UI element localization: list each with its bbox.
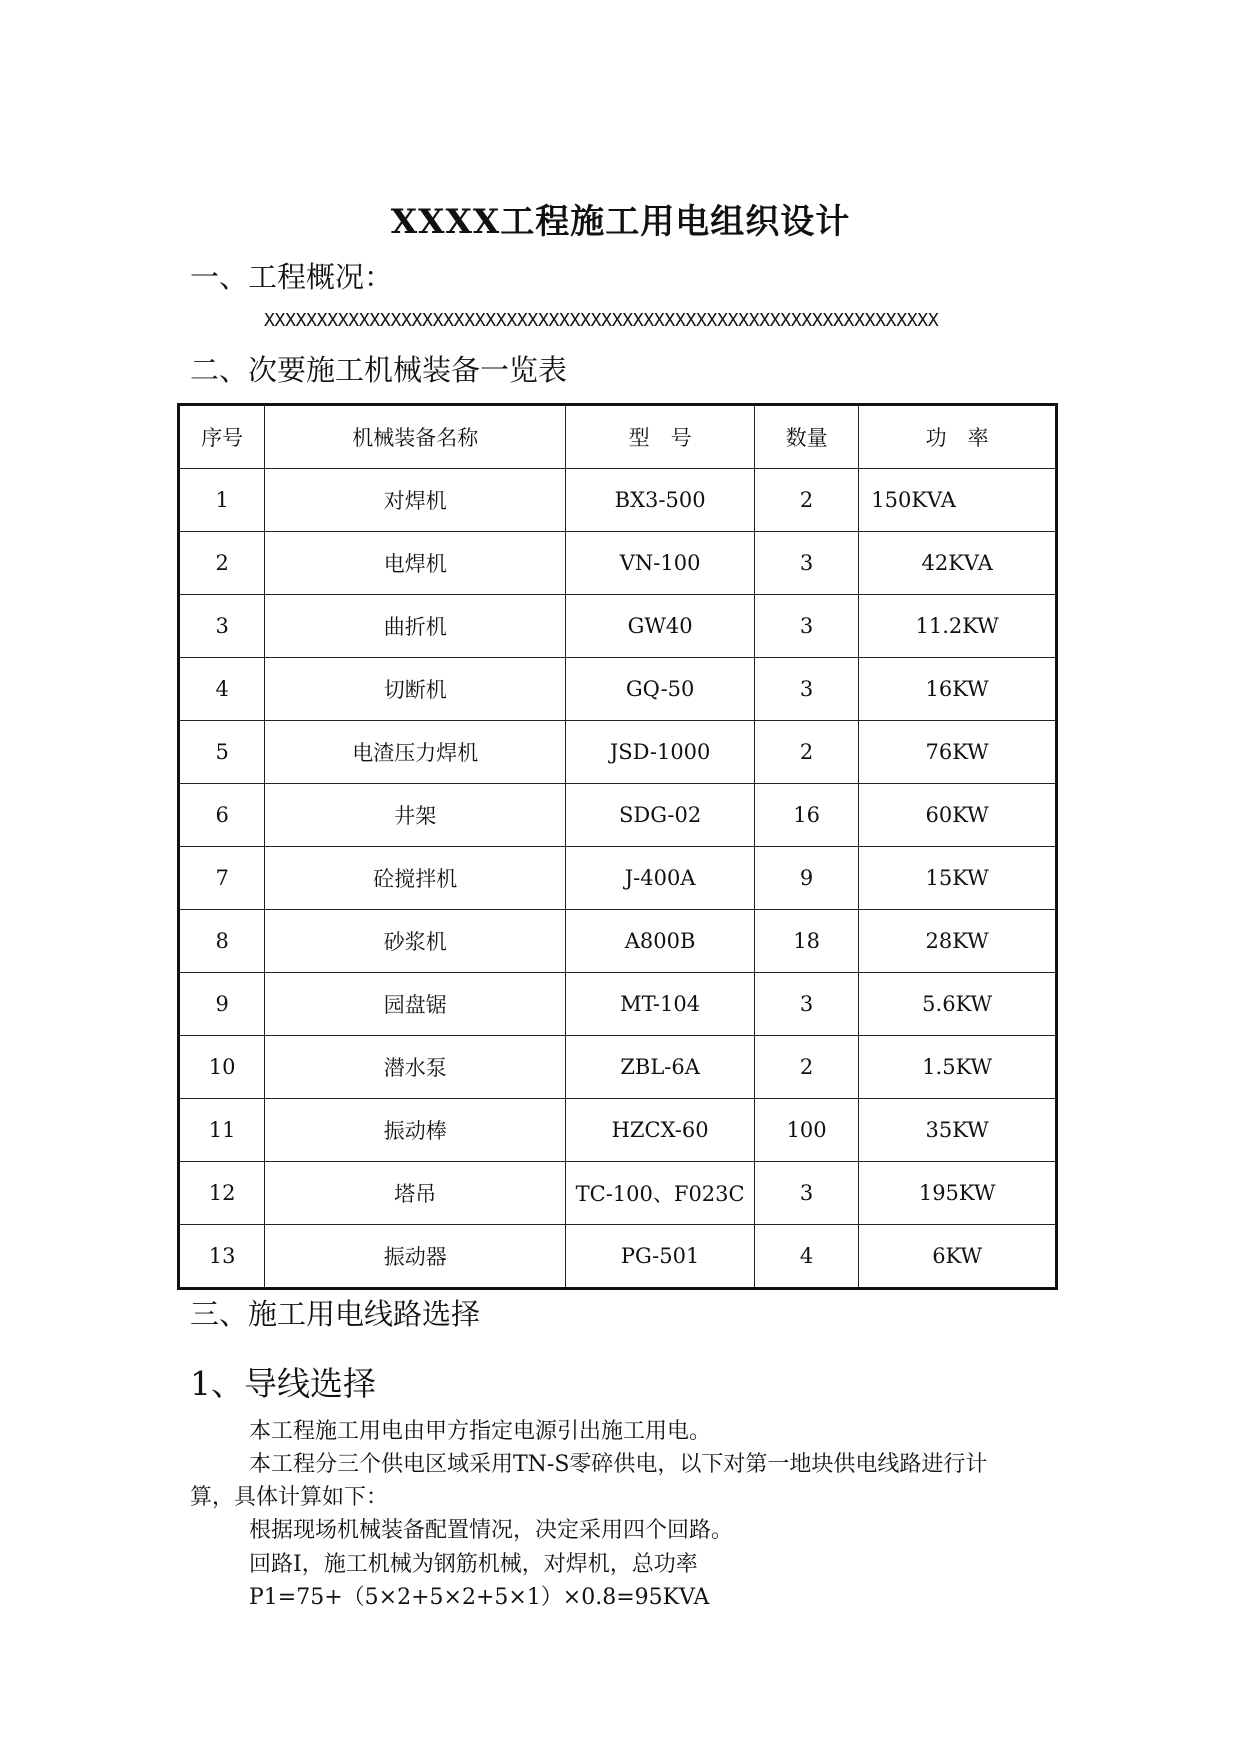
model-cell: MT-104 xyxy=(566,973,755,1036)
section-1-heading: 一、工程概况： xyxy=(190,260,394,294)
index-cell: 2 xyxy=(179,532,265,595)
name-cell: 曲折机 xyxy=(265,595,566,658)
table-row xyxy=(179,532,1057,595)
index-cell: 1 xyxy=(179,469,265,532)
equipment-table xyxy=(177,403,1058,1290)
header-cell-model: 型 号 xyxy=(566,405,755,469)
power-cell: 60KW xyxy=(859,784,1057,847)
paragraph-4: 回路I，施工机械为钢筋机械，对焊机，总功率 xyxy=(249,1552,698,1577)
section-3-heading: 三、施工用电线路选择 xyxy=(190,1297,481,1331)
table-row xyxy=(179,1036,1057,1099)
table-row xyxy=(179,1162,1057,1225)
index-cell: 10 xyxy=(179,1036,265,1099)
power-cell: 150KVA xyxy=(859,469,1057,532)
model-cell: ZBL-6A xyxy=(566,1036,755,1099)
power-cell: 15KW xyxy=(859,847,1057,910)
model-cell: GQ-50 xyxy=(566,658,755,721)
quantity-cell: 2 xyxy=(754,721,858,784)
power-cell: 5.6KW xyxy=(859,973,1057,1036)
model-cell: A800B xyxy=(566,910,755,973)
power-cell: 6KW xyxy=(859,1225,1057,1289)
index-cell: 4 xyxy=(179,658,265,721)
index-cell: 8 xyxy=(179,910,265,973)
name-cell: 对焊机 xyxy=(265,469,566,532)
index-cell: 3 xyxy=(179,595,265,658)
model-cell: J-400A xyxy=(566,847,755,910)
quantity-cell: 3 xyxy=(754,532,858,595)
index-cell: 5 xyxy=(179,721,265,784)
table-row xyxy=(179,847,1057,910)
model-cell: SDG-02 xyxy=(566,784,755,847)
table-row xyxy=(179,1225,1057,1289)
paragraph-2-continued: 算，具体计算如下： xyxy=(190,1485,389,1510)
table-row xyxy=(179,721,1057,784)
name-cell: 电焊机 xyxy=(265,532,566,595)
model-cell: JSD-1000 xyxy=(566,721,755,784)
header-cell-quantity: 数量 xyxy=(754,405,858,469)
model-cell: PG-501 xyxy=(566,1225,755,1289)
quantity-cell: 9 xyxy=(754,847,858,910)
section-2-heading: 二、次要施工机械装备一览表 xyxy=(190,353,568,387)
name-cell: 振动棒 xyxy=(265,1099,566,1162)
index-cell: 12 xyxy=(179,1162,265,1225)
header-cell-power: 功 率 xyxy=(859,405,1057,469)
quantity-cell: 18 xyxy=(754,910,858,973)
model-cell: BX3-500 xyxy=(566,469,755,532)
paragraph-formula: P1=75+（5×2+5×2+5×1）×0.8=95KVA xyxy=(249,1585,710,1610)
quantity-cell: 16 xyxy=(754,784,858,847)
quantity-cell: 3 xyxy=(754,1162,858,1225)
name-cell: 振动器 xyxy=(265,1225,566,1289)
table-row xyxy=(179,658,1057,721)
name-cell: 电渣压力焊机 xyxy=(265,721,566,784)
name-cell: 砼搅拌机 xyxy=(265,847,566,910)
name-cell: 砂浆机 xyxy=(265,910,566,973)
quantity-cell: 3 xyxy=(754,973,858,1036)
quantity-cell: 3 xyxy=(754,658,858,721)
table-row xyxy=(179,784,1057,847)
model-cell: VN-100 xyxy=(566,532,755,595)
quantity-cell: 3 xyxy=(754,595,858,658)
name-cell: 切断机 xyxy=(265,658,566,721)
table-header-row xyxy=(179,405,1057,469)
index-cell: 9 xyxy=(179,973,265,1036)
index-cell: 11 xyxy=(179,1099,265,1162)
power-cell: 11.2KW xyxy=(859,595,1057,658)
name-cell: 塔吊 xyxy=(265,1162,566,1225)
model-cell: TC-100、F023C xyxy=(566,1162,755,1225)
section-1-text: XXXXXXXXXXXXXXXXXXXXXXXXXXXXXXXXXXXXXXXXXXXXXXXXXXXXXXXXXXXXXXXX xyxy=(264,310,939,331)
table-row xyxy=(179,910,1057,973)
header-cell-index: 序号 xyxy=(179,405,265,469)
power-cell: 16KW xyxy=(859,658,1057,721)
section-3-subheading: 1、导线选择 xyxy=(190,1364,376,1403)
power-cell: 195KW xyxy=(859,1162,1057,1225)
table-row xyxy=(179,469,1057,532)
paragraph-2: 本工程分三个供电区域采用TN-S零碎供电，以下对第一地块供电线路进行计 xyxy=(249,1452,988,1477)
name-cell: 井架 xyxy=(265,784,566,847)
power-cell: 76KW xyxy=(859,721,1057,784)
power-cell: 1.5KW xyxy=(859,1036,1057,1099)
header-cell-name: 机械装备名称 xyxy=(265,405,566,469)
quantity-cell: 4 xyxy=(754,1225,858,1289)
model-cell: GW40 xyxy=(566,595,755,658)
paragraph-1: 本工程施工用电由甲方指定电源引出施工用电。 xyxy=(249,1419,712,1444)
document-title: XXXX工程施工用电组织设计 xyxy=(390,202,851,242)
table-row xyxy=(179,1099,1057,1162)
quantity-cell: 2 xyxy=(754,469,858,532)
name-cell: 潜水泵 xyxy=(265,1036,566,1099)
power-cell: 42KVA xyxy=(859,532,1057,595)
table-row xyxy=(179,595,1057,658)
name-cell: 园盘锯 xyxy=(265,973,566,1036)
power-cell: 28KW xyxy=(859,910,1057,973)
paragraph-3: 根据现场机械装备配置情况，决定采用四个回路。 xyxy=(249,1518,734,1543)
quantity-cell: 100 xyxy=(754,1099,858,1162)
index-cell: 7 xyxy=(179,847,265,910)
table-row xyxy=(179,973,1057,1036)
power-cell: 35KW xyxy=(859,1099,1057,1162)
index-cell: 6 xyxy=(179,784,265,847)
model-cell: HZCX-60 xyxy=(566,1099,755,1162)
quantity-cell: 2 xyxy=(754,1036,858,1099)
index-cell: 13 xyxy=(179,1225,265,1289)
